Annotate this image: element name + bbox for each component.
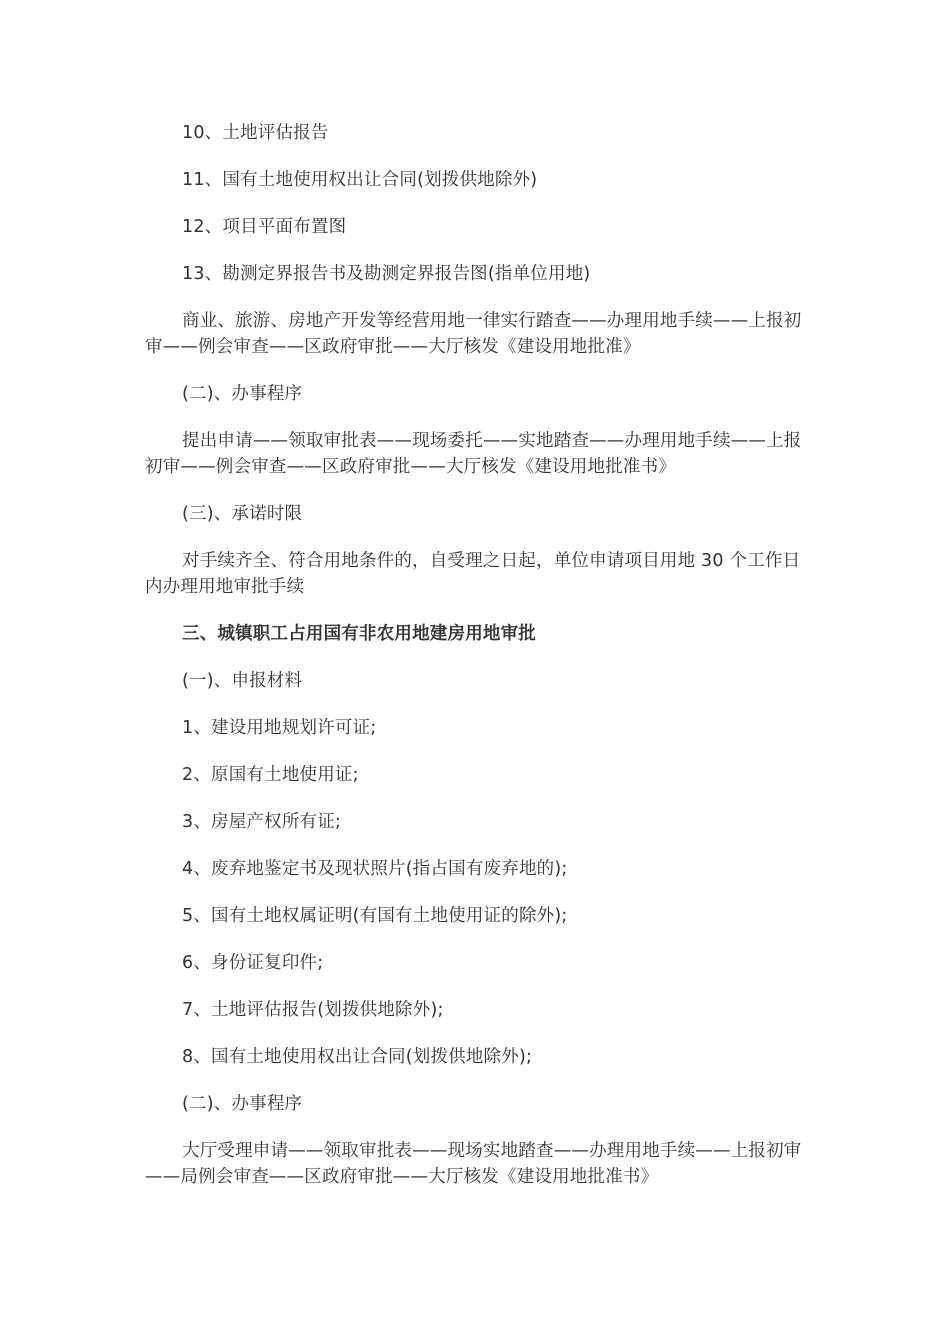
list-item-11: 11、国有土地使用权出让合同(划拨供地除外) — [182, 170, 538, 190]
list-item-12: 12、项目平面布置图 — [182, 217, 347, 237]
list-item-13: 13、勘测定界报告书及勘测定界报告图(指单位用地) — [182, 264, 591, 284]
procedure-steps: 提出申请——领取审批表——现场委托——实地踏查——办理用地手续——上报初审——例会审查——区政府审批——大厅核发《建设用地批准书》 — [145, 431, 802, 477]
material-item-4: 4、废弃地鉴定书及现状照片(指占国有废弃地的); — [182, 859, 568, 879]
list-item-10: 10、土地评估报告 — [182, 123, 329, 143]
section-heading-materials: (一)、申报材料 — [182, 671, 303, 691]
material-item-5: 5、国有土地权属证明(有国有土地使用证的除外); — [182, 906, 568, 926]
material-item-2: 2、原国有土地使用证; — [182, 765, 359, 785]
section-heading-procedure-2: (二)、办事程序 — [182, 1094, 303, 1114]
commercial-land-procedure: 商业、旅游、房地产开发等经营用地一律实行踏查——办理用地手续——上报初审——例会审查——区政府审批——大厅核发《建设用地批准》 — [145, 311, 802, 357]
material-item-3: 3、房屋产权所有证; — [182, 812, 342, 832]
material-item-6: 6、身份证复印件; — [182, 953, 324, 973]
section-title-three: 三、城镇职工占用国有非农用地建房用地审批 — [182, 624, 536, 644]
section-heading-time-limit: (三)、承诺时限 — [182, 504, 303, 524]
material-item-8: 8、国有土地使用权出让合同(划拨供地除外); — [182, 1047, 533, 1067]
material-item-7: 7、土地评估报告(划拨供地除外); — [182, 1000, 444, 1020]
document-body — [145, 120, 805, 1211]
time-limit-text: 对手续齐全、符合用地条件的，自受理之日起，单位申请项目用地 30 个工作日内办理用地审批手续 — [145, 551, 801, 597]
material-item-1: 1、建设用地规划许可证; — [182, 718, 377, 738]
section-heading-procedure: (二)、办事程序 — [182, 384, 303, 404]
procedure-steps-2: 大厅受理申请——领取审批表——现场实地踏查——办理用地手续——上报初审——局例会审查——区政府审批——大厅核发《建设用地批准书》 — [145, 1141, 802, 1187]
